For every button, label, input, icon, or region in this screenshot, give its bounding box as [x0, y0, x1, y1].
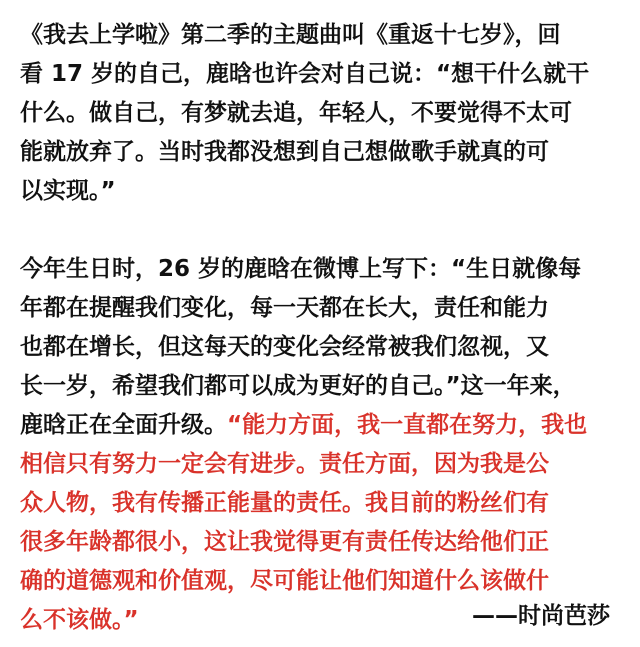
- paragraph-line: 今年生日时，26 岁的鹿晗在微博上写下：“生日就像每: [20, 256, 582, 282]
- highlighted-quote-line: 众人物，我有传播正能量的责任。我目前的粉丝们有: [20, 490, 549, 516]
- article-body: [20, 16, 624, 640]
- paragraph-line: 长一岁，希望我们都可以成为更好的自己。”这一年来，: [20, 373, 576, 399]
- source-attribution: ——时尚芭莎: [472, 603, 610, 629]
- highlighted-quote-line: 么不该做。”: [20, 607, 139, 633]
- paragraph-text: 鹿晗正在全面升级。: [20, 412, 227, 438]
- highlighted-quote-line: 相信只有努力一定会有进步。责任方面，因为我是公: [20, 451, 549, 477]
- paragraph-line: 也都在增长，但这每天的变化会经常被我们忽视，又: [20, 334, 549, 360]
- paragraph-line: 看 17 岁的自己，鹿晗也许会对自己说：“想干什么就干: [20, 61, 590, 87]
- highlighted-quote-line: 很多年龄都很小，这让我觉得更有责任传达给他们正: [20, 529, 549, 555]
- paragraph-line: 年都在提醒我们变化，每一天都在长大，责任和能力: [20, 295, 549, 321]
- paragraph-spacer: [20, 211, 624, 250]
- paragraph-line: 能就放弃了。当时我都没想到自己想做歌手就真的可: [20, 139, 549, 165]
- paragraph-line-mixed: [20, 406, 624, 445]
- paragraph-birthday: [20, 250, 624, 640]
- paragraph-line: 什么。做自己，有梦就去追，年轻人，不要觉得不太可: [20, 100, 572, 126]
- highlighted-quote: “能力方面，我一直都在努力，我也: [227, 412, 588, 438]
- paragraph-intro: [20, 16, 624, 211]
- paragraph-line: 《我去上学啦》第二季的主题曲叫《重返十七岁》，回: [20, 22, 561, 48]
- highlighted-quote-line: 确的道德观和价值观，尽可能让他们知道什么该做什: [20, 568, 549, 594]
- paragraph-line: 以实现。”: [20, 178, 116, 204]
